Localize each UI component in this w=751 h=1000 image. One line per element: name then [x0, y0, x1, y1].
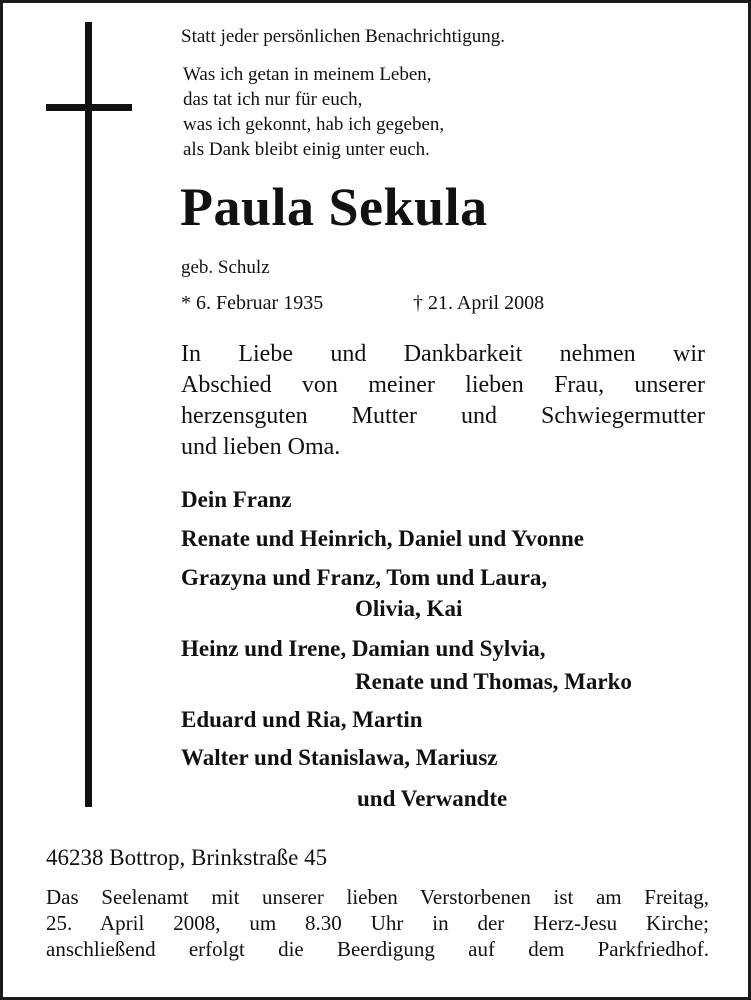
service-line: Das Seelenamt mit unserer lieben Verstorbenen ist am Freitag,: [46, 885, 709, 909]
family-line: Dein Franz: [181, 487, 292, 512]
family-line: Renate und Thomas, Marko: [355, 669, 632, 694]
service-line: anschließend erfolgt die Beerdigung auf dem Parkfriedhof.: [46, 937, 709, 961]
family-line: und Verwandte: [357, 786, 508, 811]
intro-line: Statt jeder persönlichen Benachrichtigung.: [181, 26, 505, 47]
maiden-name: geb. Schulz: [181, 257, 270, 278]
poem-line: was ich gekonnt, hab ich gegeben,: [183, 114, 445, 135]
family-line: Renate und Heinrich, Daniel und Yvonne: [181, 526, 584, 551]
cross-icon: [85, 22, 92, 807]
family-line: Eduard und Ria, Martin: [181, 707, 423, 732]
family-line: Olivia, Kai: [355, 596, 463, 621]
death-date: † 21. April 2008: [413, 292, 545, 314]
family-line: Walter und Stanislawa, Mariusz: [181, 745, 498, 770]
message-line: herzensguten Mutter und Schwiegermutter: [181, 403, 705, 429]
poem: [183, 62, 444, 162]
deceased-name: Paula Sekula: [180, 177, 488, 237]
family-line: Grazyna und Franz, Tom und Laura,: [181, 565, 548, 590]
family-line: Heinz und Irene, Damian und Sylvia,: [181, 636, 546, 661]
message-line: In Liebe und Dankbarkeit nehmen wir: [181, 341, 705, 367]
farewell-message: [181, 339, 705, 463]
address: 46238 Bottrop, Brinkstraße 45: [46, 845, 328, 870]
service-info: [46, 884, 709, 962]
poem-line: Was ich getan in meinem Leben,: [183, 64, 432, 85]
cross-icon-bar: [46, 104, 132, 111]
service-line: 25. April 2008, um 8.30 Uhr in der Herz-Jesu Kirche;: [46, 911, 709, 935]
message-line: Abschied von meiner lieben Frau, unserer: [181, 372, 705, 398]
message-line: und lieben Oma.: [181, 434, 341, 460]
birth-date: * 6. Februar 1935: [181, 292, 324, 314]
poem-line: als Dank bleibt einig unter euch.: [183, 139, 430, 160]
poem-line: das tat ich nur für euch,: [183, 89, 363, 110]
